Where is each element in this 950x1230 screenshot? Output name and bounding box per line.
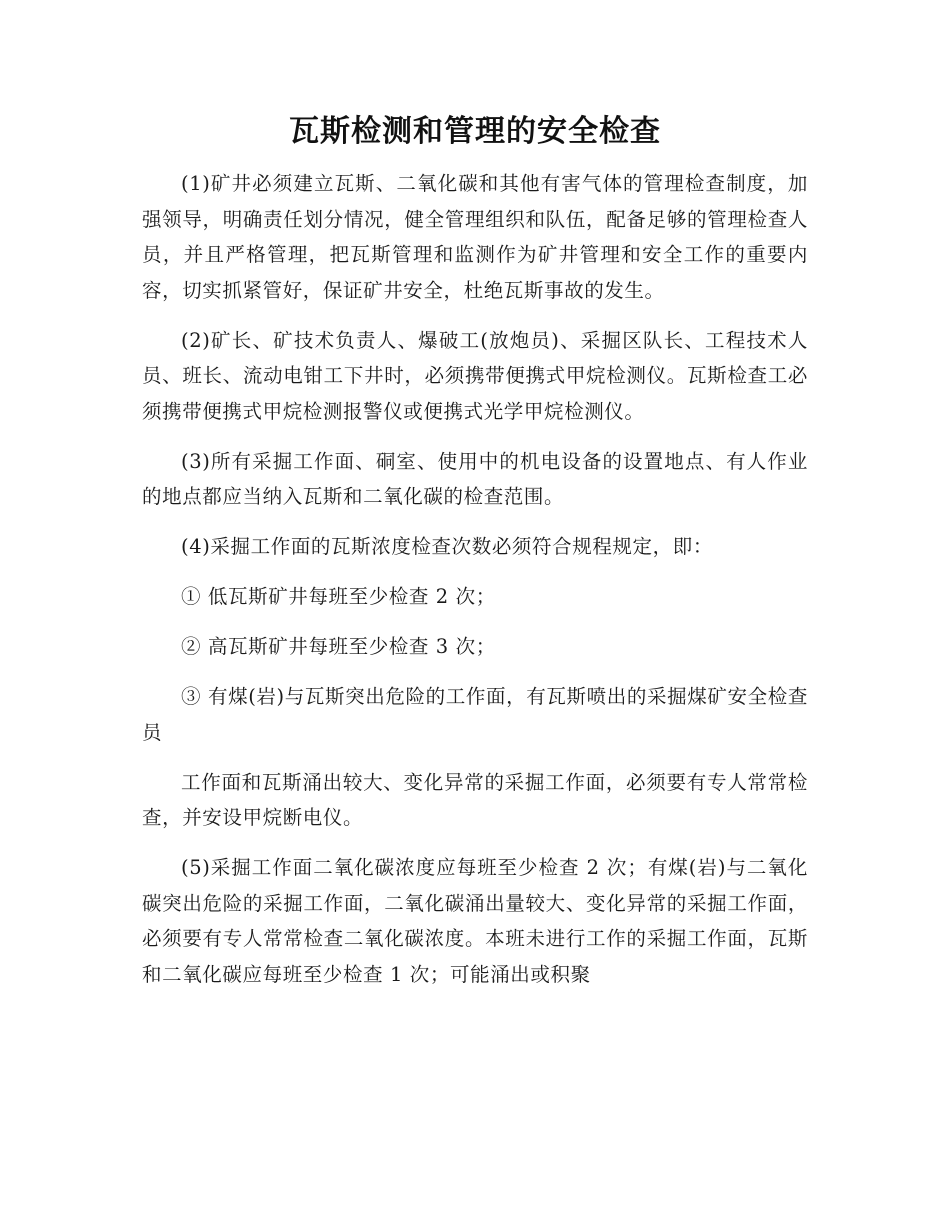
paragraph-5: (5)采掘工作面二氧化碳浓度应每班至少检查 2 次；有煤(岩)与二氧化碳突出危险的采掘工作面，二氧化碳涌出量较大、变化异常的采掘工作面，必须要有专人常常检查二氧化碳浓度。本班未进行工作的采掘工作面，瓦斯和二氧化碳应每班至少检查 1 次；可能涌出或积聚: [142, 856, 808, 986]
paragraph-continuation: 工作面和瓦斯涌出较大、变化异常的采掘工作面，必须要有专人常常检查，并安设甲烷断电仪。: [142, 770, 808, 829]
paragraph-1: (1)矿井必须建立瓦斯、二氧化碳和其他有害气体的管理检查制度，加强领导，明确责任划分情况，健全管理组织和队伍，配备足够的管理检查人员，并且严格管理，把瓦斯管理和监测作为矿井管理和安全工作的重要内容，切实抓紧管好，保证矿井安全，杜绝瓦斯事故的发生。: [142, 172, 808, 302]
paragraph-4: (4)采掘工作面的瓦斯浓度检查次数必须符合规程规定，即：: [181, 535, 713, 558]
document-body: [142, 166, 808, 1007]
list-item-1: ① 低瓦斯矿井每班至少检查 2 次；: [181, 585, 496, 608]
list-item-2: ② 高瓦斯矿井每班至少检查 3 次；: [181, 635, 496, 658]
list-item-3: ③ 有煤(岩)与瓦斯突出危险的工作面，有瓦斯喷出的采掘煤矿安全检查员: [142, 685, 808, 744]
paragraph-2: (2)矿长、矿技术负责人、爆破工(放炮员)、采掘区队长、工程技术人员、班长、流动电钳工下井时，必须携带便携式甲烷检测仪。瓦斯检查工必须携带便携式甲烷检测报警仪或便携式光学甲烷检测仪。: [142, 328, 808, 423]
paragraph-3: (3)所有采掘工作面、硐室、使用中的机电设备的设置地点、有人作业的地点都应当纳入瓦斯和二氧化碳的检查范围。: [142, 449, 808, 508]
document-title: 瓦斯检测和管理的安全检查: [289, 114, 661, 149]
